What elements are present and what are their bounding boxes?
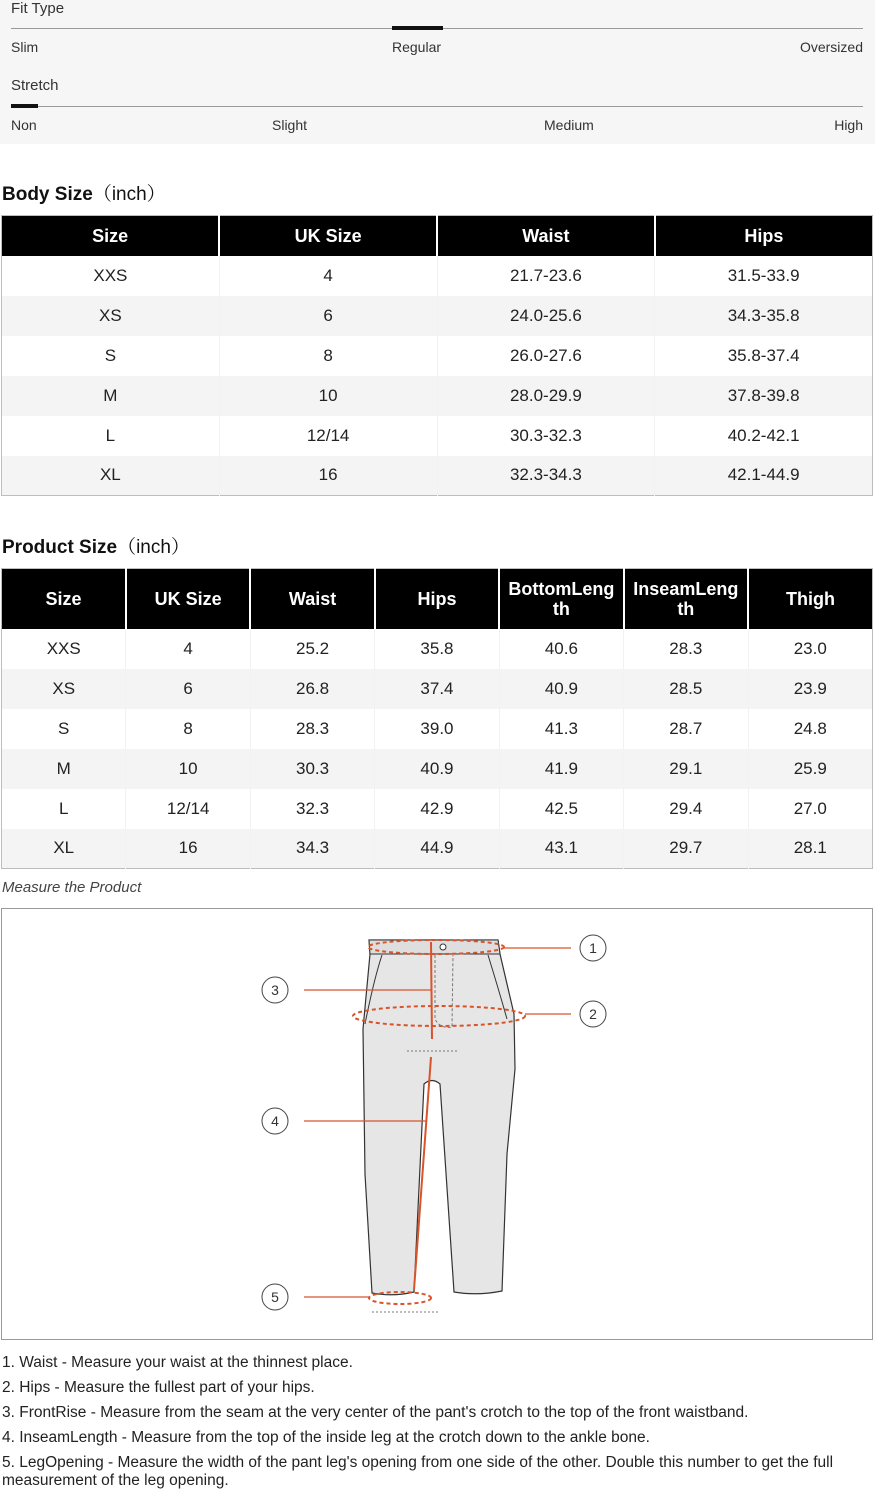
table-row bbox=[2, 709, 873, 749]
product-size-table bbox=[1, 568, 873, 869]
body-size-table bbox=[1, 215, 873, 496]
table-row bbox=[2, 296, 873, 336]
instruction-waist: 1. Waist - Measure your waist at the thinnest place. bbox=[2, 1354, 353, 1371]
cell-size: XS bbox=[2, 296, 220, 336]
cell-uk-size: 6 bbox=[219, 296, 437, 336]
cell-bottom-length: 42.5 bbox=[499, 789, 623, 829]
body-size-title-text: Body Size bbox=[2, 184, 93, 205]
instruction-front-rise: 3. FrontRise - Measure from the seam at the very center of the pant's crotch to the top of the front waistband. bbox=[2, 1404, 749, 1421]
cell-size: XXS bbox=[2, 629, 126, 669]
instruction-inseam-length: 4. InseamLength - Measure from the top of the inside leg at the crotch down to the ankle bone. bbox=[2, 1429, 650, 1446]
cell-inseam-length: 29.1 bbox=[624, 749, 748, 789]
header-uk-size: UK Size bbox=[126, 569, 250, 629]
button-icon bbox=[440, 944, 446, 950]
cell-size: XXS bbox=[2, 256, 220, 296]
product-size-title-text: Product Size bbox=[2, 537, 118, 558]
stretch-label-slight: Slight bbox=[272, 117, 308, 133]
header-thigh: Thigh bbox=[748, 569, 872, 629]
cell-bottom-length: 40.9 bbox=[499, 669, 623, 709]
cell-size: L bbox=[2, 789, 126, 829]
cell-waist: 32.3-34.3 bbox=[437, 456, 655, 496]
cell-waist: 24.0-25.6 bbox=[437, 296, 655, 336]
cell-bottom-length: 40.6 bbox=[499, 629, 623, 669]
front-rise-line bbox=[431, 942, 432, 1039]
table-row bbox=[2, 749, 873, 789]
cell-uk-size: 8 bbox=[126, 709, 250, 749]
product-size-title bbox=[2, 532, 190, 559]
cell-hips: 35.8-37.4 bbox=[655, 336, 873, 376]
cell-uk-size: 4 bbox=[219, 256, 437, 296]
cell-hips: 31.5-33.9 bbox=[655, 256, 873, 296]
cell-uk-size: 10 bbox=[219, 376, 437, 416]
measurement-instructions bbox=[2, 1354, 862, 1497]
cell-uk-size: 4 bbox=[126, 629, 250, 669]
table-row bbox=[2, 456, 873, 496]
measure-caption: Measure the Product bbox=[2, 879, 142, 896]
measurement-diagram bbox=[1, 908, 873, 1340]
cell-hips: 34.3-35.8 bbox=[655, 296, 873, 336]
cell-hips: 40.9 bbox=[375, 749, 499, 789]
cell-thigh: 28.1 bbox=[748, 829, 872, 869]
table-row bbox=[2, 789, 873, 829]
instruction-hips: 2. Hips - Measure the fullest part of your hips. bbox=[2, 1379, 315, 1396]
marker-2-label: 2 bbox=[589, 1006, 597, 1022]
fit-type-label-slim: Slim bbox=[11, 39, 39, 55]
cell-uk-size: 12/14 bbox=[219, 416, 437, 456]
cell-uk-size: 10 bbox=[126, 749, 250, 789]
cell-hips: 40.2-42.1 bbox=[655, 416, 873, 456]
cell-inseam-length: 28.5 bbox=[624, 669, 748, 709]
stretch-label-non: Non bbox=[11, 117, 37, 133]
cell-size: M bbox=[2, 749, 126, 789]
cell-waist: 32.3 bbox=[250, 789, 374, 829]
cell-waist: 34.3 bbox=[250, 829, 374, 869]
cell-size: L bbox=[2, 416, 220, 456]
header-size: Size bbox=[2, 216, 220, 256]
cell-size: XL bbox=[2, 829, 126, 869]
cell-size: S bbox=[2, 336, 220, 376]
fit-type-selected-marker bbox=[392, 26, 443, 30]
instruction-leg-opening: 5. LegOpening - Measure the width of the pant leg's opening from one side of the other. Double this number to get the full measurement of the leg opening. bbox=[2, 1454, 834, 1489]
pants-diagram bbox=[2, 909, 872, 1339]
cell-size: XL bbox=[2, 456, 220, 496]
body-size-header-row bbox=[2, 216, 873, 256]
cell-bottom-length: 41.9 bbox=[499, 749, 623, 789]
marker-1-label: 1 bbox=[589, 940, 597, 956]
body-size-title bbox=[2, 179, 166, 206]
cell-waist: 30.3 bbox=[250, 749, 374, 789]
product-size-unit: （inch） bbox=[117, 537, 190, 558]
pants-illustration bbox=[363, 940, 515, 1295]
cell-inseam-length: 28.3 bbox=[624, 629, 748, 669]
table-row bbox=[2, 829, 873, 869]
stretch-label-medium: Medium bbox=[544, 117, 594, 133]
fit-type-title: Fit Type bbox=[11, 0, 65, 17]
cell-thigh: 24.8 bbox=[748, 709, 872, 749]
product-size-header-row bbox=[2, 569, 873, 629]
fit-stretch-panel bbox=[0, 0, 875, 144]
fit-type-label-regular: Regular bbox=[392, 39, 442, 55]
cell-size: M bbox=[2, 376, 220, 416]
cell-waist: 28.0-29.9 bbox=[437, 376, 655, 416]
body-size-unit: （inch） bbox=[92, 184, 166, 205]
stretch-title: Stretch bbox=[11, 77, 59, 94]
stretch-label-high: High bbox=[834, 117, 863, 133]
table-row bbox=[2, 416, 873, 456]
cell-hips: 39.0 bbox=[375, 709, 499, 749]
cell-size: S bbox=[2, 709, 126, 749]
cell-waist: 21.7-23.6 bbox=[437, 256, 655, 296]
header-inseam-length: InseamLength bbox=[624, 569, 748, 629]
cell-inseam-length: 29.4 bbox=[624, 789, 748, 829]
cell-thigh: 23.9 bbox=[748, 669, 872, 709]
cell-uk-size: 8 bbox=[219, 336, 437, 376]
cell-thigh: 25.9 bbox=[748, 749, 872, 789]
header-uk-size: UK Size bbox=[219, 216, 437, 256]
header-size: Size bbox=[2, 569, 126, 629]
header-bottom-length: BottomLength bbox=[499, 569, 623, 629]
header-waist: Waist bbox=[437, 216, 655, 256]
cell-waist: 26.0-27.6 bbox=[437, 336, 655, 376]
cell-waist: 28.3 bbox=[250, 709, 374, 749]
cell-waist: 30.3-32.3 bbox=[437, 416, 655, 456]
cell-uk-size: 12/14 bbox=[126, 789, 250, 829]
cell-bottom-length: 43.1 bbox=[499, 829, 623, 869]
marker-4-label: 4 bbox=[271, 1113, 279, 1129]
cell-uk-size: 16 bbox=[219, 456, 437, 496]
cell-size: XS bbox=[2, 669, 126, 709]
cell-bottom-length: 41.3 bbox=[499, 709, 623, 749]
cell-uk-size: 16 bbox=[126, 829, 250, 869]
header-hips: Hips bbox=[375, 569, 499, 629]
stretch-selected-marker bbox=[11, 104, 38, 108]
fit-type-label-oversized: Oversized bbox=[799, 39, 863, 55]
table-row bbox=[2, 376, 873, 416]
table-row bbox=[2, 256, 873, 296]
cell-uk-size: 6 bbox=[126, 669, 250, 709]
cell-hips: 42.1-44.9 bbox=[655, 456, 873, 496]
cell-hips: 35.8 bbox=[375, 629, 499, 669]
cell-inseam-length: 28.7 bbox=[624, 709, 748, 749]
cell-waist: 25.2 bbox=[250, 629, 374, 669]
table-row bbox=[2, 669, 873, 709]
cell-thigh: 27.0 bbox=[748, 789, 872, 829]
stretch-scale-line bbox=[11, 106, 863, 107]
table-row bbox=[2, 336, 873, 376]
marker-3-label: 3 bbox=[271, 982, 279, 998]
marker-5-label: 5 bbox=[271, 1289, 279, 1305]
cell-hips: 37.4 bbox=[375, 669, 499, 709]
table-row bbox=[2, 629, 873, 669]
cell-hips: 42.9 bbox=[375, 789, 499, 829]
cell-waist: 26.8 bbox=[250, 669, 374, 709]
cell-inseam-length: 29.7 bbox=[624, 829, 748, 869]
cell-hips: 37.8-39.8 bbox=[655, 376, 873, 416]
header-hips: Hips bbox=[655, 216, 873, 256]
header-waist: Waist bbox=[250, 569, 374, 629]
cell-thigh: 23.0 bbox=[748, 629, 872, 669]
cell-hips: 44.9 bbox=[375, 829, 499, 869]
